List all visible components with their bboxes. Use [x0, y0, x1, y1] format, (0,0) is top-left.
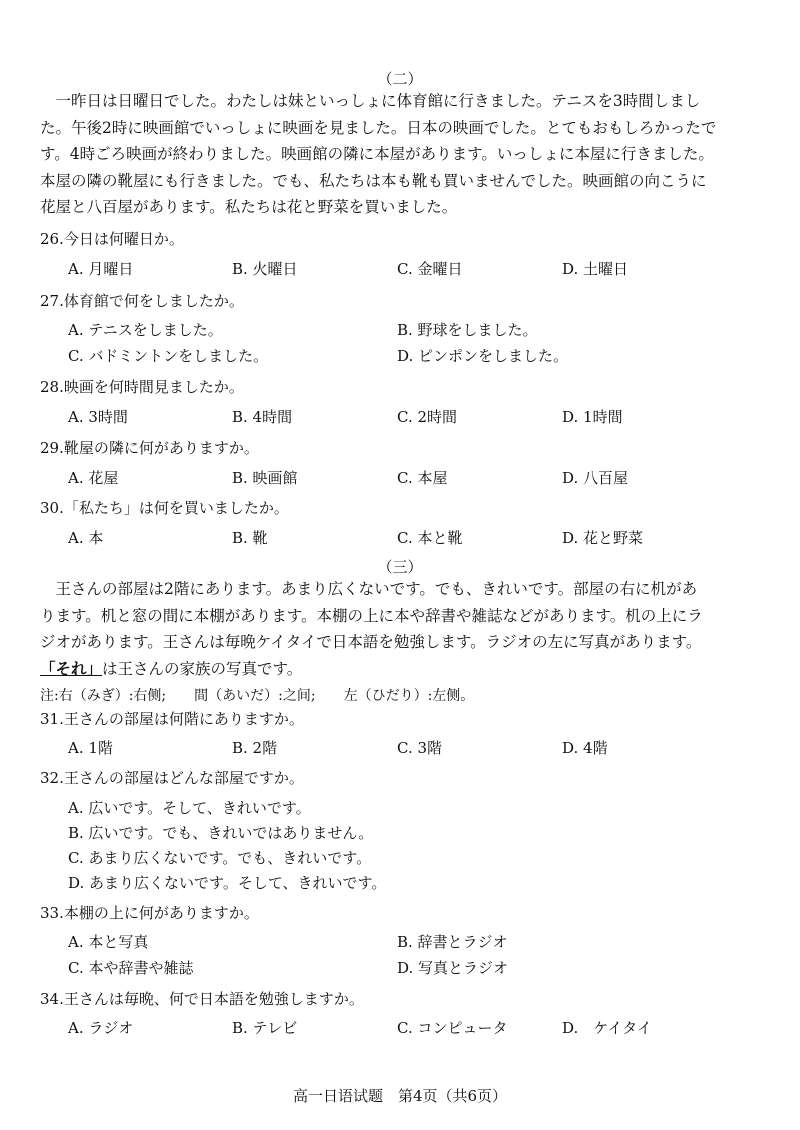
question-28: 28.映画を何時間見ましたか。 [40, 378, 244, 396]
q27-option-d[interactable]: D. ピンポンをしました。 [397, 347, 569, 365]
question-29: 29.靴屋の隣に何がありますか。 [40, 439, 259, 457]
q30-option-d[interactable]: D. 花と野菜 [562, 529, 644, 547]
passage-line: す。4時ごろ映画が終わりました。映画館の隣に本屋があります。いっしょに本屋に行きました。 [40, 145, 714, 163]
passage-line: ジオがあります。王さんは毎晩ケイタイで日本語を勉強します。ラジオの左に写真があります。 [40, 633, 702, 651]
q32-option-d[interactable]: D. あまり広くないです。そして、きれいです。 [68, 874, 387, 892]
question-30: 30.「私たち」は何を買いましたか。 [40, 499, 289, 517]
question-32: 32.王さんの部屋はどんな部屋ですか。 [40, 769, 304, 787]
passage-line: 花屋と八百屋があります。私たちは花と野菜を買いました。 [40, 198, 458, 216]
q31-option-a[interactable]: A. 1階 [68, 739, 113, 757]
vocabulary-note: 注:右（みぎ）:右侧; 間（あいだ）:之间; 左（ひだり）:左侧。 [40, 688, 475, 704]
passage-line: 王さんの部屋は2階にあります。あまり広くないです。でも、きれいです。部屋の右に机があ [55, 580, 698, 598]
q28-option-d[interactable]: D. 1時間 [562, 408, 623, 426]
q26-option-a[interactable]: A. 月曜日 [68, 260, 134, 278]
passage-line [40, 656, 762, 683]
q28-option-a[interactable]: A. 3時間 [68, 408, 128, 426]
section-2-title: （二） [377, 70, 423, 88]
question-34: 34.王さんは毎晩、何で日本語を勉強しますか。 [40, 990, 364, 1008]
q29-option-b[interactable]: B. 映画館 [232, 469, 298, 487]
passage-line: 本屋の隣の靴屋にも行きました。でも、私たちは本も靴も買いませんでした。映画館の向こうに [40, 171, 707, 190]
question-33: 33.本棚の上に何がありますか。 [40, 904, 259, 922]
q28-option-c[interactable]: C. 2時間 [397, 408, 458, 426]
q28-option-b[interactable]: B. 4時間 [232, 408, 293, 426]
q34-option-a[interactable]: A. ラジオ [68, 1019, 134, 1037]
q32-option-b[interactable]: B. 広いです。でも、きれいではありません。 [68, 824, 374, 842]
q34-option-d[interactable]: D. ケイタイ [562, 1019, 652, 1037]
q26-option-b[interactable]: B. 火曜日 [232, 260, 298, 278]
q27-option-c[interactable]: C. バドミントンをしました。 [68, 347, 269, 365]
q27-option-b[interactable]: B. 野球をしました。 [397, 321, 538, 339]
section-3-title: （三） [377, 558, 423, 576]
section-3-passage [40, 576, 762, 682]
q26-option-d[interactable]: D. 土曜日 [562, 260, 629, 278]
q29-option-d[interactable]: D. 八百屋 [562, 469, 629, 487]
question-31: 31.王さんの部屋は何階にありますか。 [40, 710, 304, 728]
q30-option-b[interactable]: B. 靴 [232, 529, 268, 547]
q31-option-c[interactable]: C. 3階 [397, 739, 443, 757]
q33-option-a[interactable]: A. 本と写真 [68, 933, 149, 951]
q34-option-b[interactable]: B. テレビ [232, 1019, 298, 1037]
passage-line: 一昨日は日曜日でした。わたしは妹といっしょに体育館に行きました。テニスを3時間しまし [55, 92, 701, 110]
question-27: 27.体育館で何をしましたか。 [40, 292, 244, 310]
emphasized-pronoun: 「それ」 [40, 658, 103, 678]
q33-option-b[interactable]: B. 辞書とラジオ [397, 933, 508, 951]
page-footer: 高一日语试题 第4页（共6页） [292, 1087, 508, 1105]
question-26: 26.今日は何曜日か。 [40, 230, 184, 248]
q30-option-a[interactable]: A. 本 [68, 529, 104, 547]
q27-option-a[interactable]: A. テニスをしました。 [68, 321, 223, 339]
q33-option-c[interactable]: C. 本や辞書や雑誌 [68, 959, 194, 977]
q32-option-a[interactable]: A. 広いです。そして、きれいです。 [68, 799, 311, 817]
passage-line-rest: は王さんの家族の写真です。 [102, 659, 303, 678]
passage-line: ります。机と窓の間に本棚があります。本棚の上に本や辞書や雑誌などがあります。机の上にラ [40, 606, 703, 625]
q33-option-d[interactable]: D. 写真とラジオ [397, 959, 509, 977]
q26-option-c[interactable]: C. 金曜日 [397, 260, 463, 278]
q29-option-a[interactable]: A. 花屋 [68, 469, 119, 487]
passage-line: た。午後2時に映画館でいっしょに映画を見ました。日本の映画でした。とてもおもしろかったで [40, 118, 717, 137]
q34-option-c[interactable]: C. コンピュータ [397, 1019, 508, 1037]
q32-option-c[interactable]: C. あまり広くないです。でも、きれいです。 [68, 849, 372, 867]
q30-option-c[interactable]: C. 本と靴 [397, 529, 463, 547]
q31-option-d[interactable]: D. 4階 [562, 739, 608, 757]
q29-option-c[interactable]: C. 本屋 [397, 469, 448, 487]
q31-option-b[interactable]: B. 2階 [232, 739, 278, 757]
section-2-passage [40, 88, 762, 221]
